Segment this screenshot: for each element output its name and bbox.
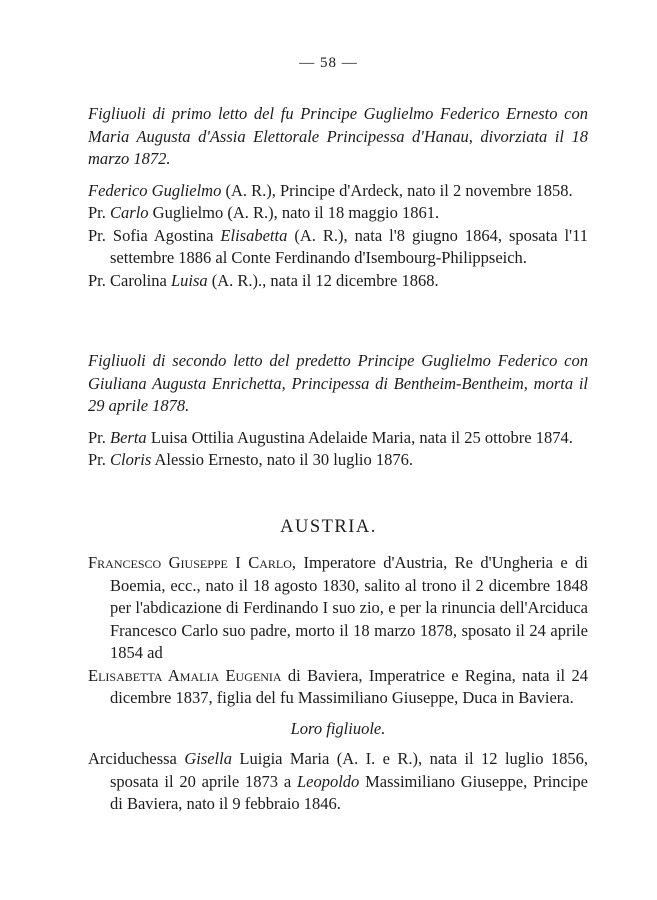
entry-prefix: Pr.: [88, 450, 106, 469]
entry-name: Elisabetta: [220, 225, 288, 245]
entry-text: Guglielmo (A. R.), nato il 18 maggio 1861.: [152, 203, 440, 222]
entry-text: (A. R.), nata l'8 giugno 1864, sposata l'11 settembre 1886 al Conte Ferdinando d'Isembourg-Philippseich.: [110, 225, 588, 267]
entry-name: Gisella: [184, 749, 232, 768]
entry-name: Francesco Giuseppe I Carlo,: [88, 553, 297, 572]
entry-name: Federico Guglielmo: [88, 180, 222, 200]
entry-name: Berta: [110, 427, 147, 447]
entry-name: Elisabetta Amalia Eugenia: [88, 665, 282, 685]
entry-name: Carlo: [110, 203, 149, 222]
entry-berta: [88, 427, 588, 450]
entry-text: Alessio Ernesto, nato il 30 luglio 1876.: [154, 450, 413, 469]
entry-text: Luigia Maria (A. I. e R.), nata il 12 luglio 1856, sposata il 20 aprile 1873 a: [110, 749, 589, 791]
entry-federico-guglielmo: [88, 180, 588, 203]
entry-text: di Baviera, Imperatrice e Regina, nata il 24 dicembre 1837, figlia del fu Massimiliano Giuseppe, Duca in Baviera.: [110, 665, 588, 707]
section-heading-austria: AUSTRIA.: [280, 517, 377, 537]
section-intro: Figliuoli di primo letto del fu Principe Guglielmo Federico Ernesto con Maria Augusta d'Assia Elettorale Principessa d'Hanau, divorziata il 18 marzo 1872.: [88, 104, 588, 168]
entry-sofia-agostina: [88, 225, 588, 270]
section-intro: Figliuoli di secondo letto del predetto Principe Guglielmo Federico con Giuliana Augusta Enrichetta, Principessa di Bentheim-Bentheim, morta il 29 aprile 1878.: [88, 351, 588, 415]
entry-prefix: Pr.: [88, 203, 106, 222]
entry-prefix: Pr. Carolina: [88, 270, 167, 290]
entry-prefix: Pr.: [88, 427, 106, 447]
entry-name: Cloris: [110, 450, 152, 469]
page-number: — 58 —: [299, 55, 358, 71]
section-second-marriage: [88, 350, 588, 472]
entry-empress: [88, 665, 588, 710]
entry-text: Imperatore d'Austria, Re d'Ungheria e di Boemia, ecc., nato il 18 agosto 1830, salito al trono il 2 dicembre 1848 per l'abdicazione di Ferdinando I suo zio, e per la rinuncia dell'Arciduca Francesco Carlo suo padre, morto il 18 marzo 1878, sposato il 24 aprile 1854 ad: [110, 553, 588, 662]
entry-emperor: [88, 552, 588, 665]
children-heading: Loro figliuole.: [290, 718, 386, 738]
entry-prefix: Pr. Sofia Agostina: [88, 225, 214, 245]
section-first-marriage: [88, 103, 588, 292]
entry-carlo: [88, 202, 588, 225]
entry-text: (A. R.), Principe d'Ardeck, nato il 2 novembre 1858.: [225, 180, 573, 200]
section-austria: [88, 552, 588, 816]
entry-cloris: [88, 449, 588, 472]
entry-name: Luisa: [170, 270, 208, 290]
entry-carolina: [88, 270, 588, 293]
entry-gisella: [88, 748, 588, 816]
entry-text-continued: Massimiliano Giuseppe, Principe di Baviera, nato il 9 febbraio 1846.: [110, 771, 588, 813]
entry-prefix: Arciduchessa: [88, 749, 177, 768]
entry-text: (A. R.)., nata il 12 dicembre 1868.: [211, 270, 439, 290]
spouse-name: Leopoldo: [296, 771, 360, 791]
entry-text: Luisa Ottilia Augustina Adelaide Maria, nata il 25 ottobre 1874.: [150, 427, 573, 447]
